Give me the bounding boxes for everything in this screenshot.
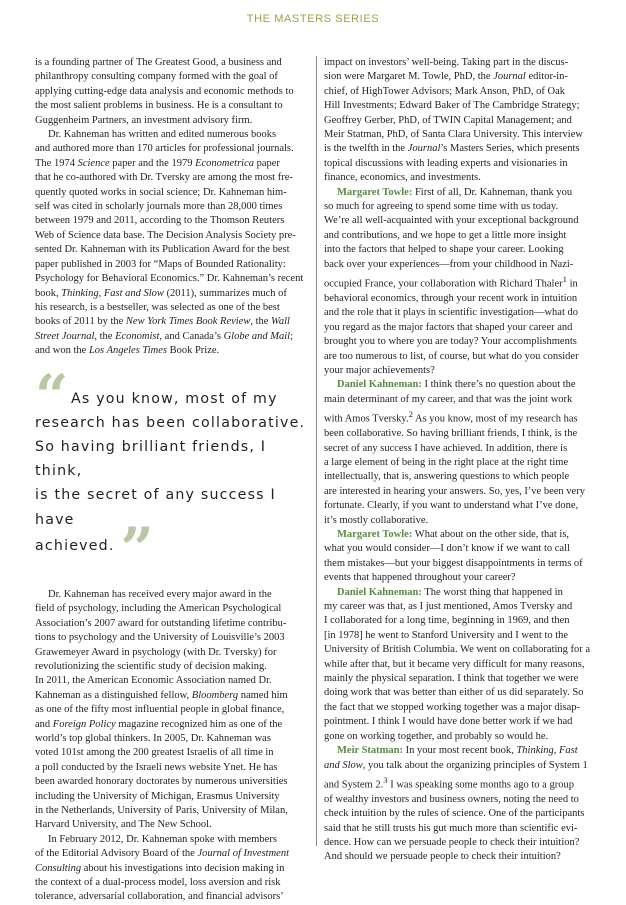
close-quote-icon: ”	[120, 514, 155, 583]
answer-kahneman-2: Daniel Kahneman: The worst thing that happened in my career was that, as I just mentioned, Amos Tversky and I collaborated for a long time, beginning in 1969, and then [in 1978] he went to Stanford University and I went to the University of British Columbia. We went on collaborating for a while after that, but it became very difficult for many reasons, mainly the physical separation. I think that together we were doing work that was better than either of us did separately. So the fact that we stopped working together was a major disap- pointment. I think I would have done better work if we had gone on working together, and probably so would he.	[324, 586, 591, 742]
intro-paragraph: is a founding partner of The Greatest Good, a business and philanthropy consulting company formed with the goal of applying cutting-edge data analysis and economic methods to the most salient problems in business. He is a consultant to Guggenheim Partners, an investment advisory firm.	[35, 57, 294, 126]
open-quote-icon: “	[35, 361, 70, 430]
column-divider	[316, 56, 317, 846]
speaker-label: Margaret Towle:	[337, 186, 413, 198]
left-column	[35, 56, 308, 905]
question-towle-1: Margaret Towle: First of all, Dr. Kahneman, thank you so much for agreeing to spend some time with us today. We’re all well-acquainted with your exceptional background and contributions, and we hope to get a little more insight into the factors that helped to shape your career. Looking back over your experiences—from your childhood in Nazi- occupied France, your collaboration with Richard Thaler$^1$ in behavioral economics, through your recent work in intuition and the role that it plays in scientific investigation—what do you regard as the major factors that shaped your career and brought you to where you are today? Your accomplishments are too numerous to list, of course, but what do you consider your major achievements?	[324, 186, 579, 377]
speaker-label: Margaret Towle:	[337, 529, 413, 540]
pull-quote: “ As you know, most of my research has been collaborative. So having brilliant friends, I think, is the secret of any success I have achieved. ”	[35, 361, 306, 583]
speaker-label: Daniel Kahneman:	[337, 379, 422, 391]
participants-paragraph: impact on investors’ well-being. Taking part in the discus- sion were Margaret M. Towle, PhD, the Journal editor-in- chief, of HighTower Advisors; Mark Anson, PhD, of Oak Hill Investments; Edward Baker of The Cambridge Strategy; Geoffrey Gerber, PhD, of TWIN Capital Management; and Meir Statman, PhD, of Santa Clara University. This interview is the twelfth in the Journal’s Masters Series, which presents topical discussions with leading experts and visionaries in finance, economics, and investments.	[324, 57, 583, 184]
speaker-label: Meir Statman:	[337, 745, 403, 757]
series-header: THE MASTERS SERIES	[246, 13, 380, 25]
question-statman: Meir Statman: In your most recent book, Thinking, Fast and Slow, you talk about the organizing principles of System 1 and System 2.$^3$ I was speaking some months ago to a group of wealthy investors and business owners, noting the need to check intuition by the rules of science. One of the participants said that he still trusts his gut much more than scientific evi- dence. How can we persuade people to check their intuition? And should we persuade people to check their intuition?	[324, 745, 588, 863]
answer-kahneman-1: Daniel Kahneman: I think there’s no question about the main determinant of my career, and that was the joint work with Amos Tversky.$^2$ As you know, most of my research has been collaborative. So having brilliant friends, I think, is the secret of any success I have achieved. In addition, there is a large element of being in the right place at the right time intellectually, that is, answering questions to which people are interested in hearing your answers. So, yes, I’ve been very fortunate. Clearly, if you want to understand what I’ve done, it’s mostly collaborative.	[324, 379, 585, 526]
speaker-label: Daniel Kahneman:	[337, 586, 422, 598]
right-column	[324, 56, 596, 865]
awards-paragraph: Dr. Kahneman has received every major award in the field of psychology, including the American Psychological Association’s 2007 award for outstanding lifetime contribu- tions to psychology and the University of Louisville’s 2003 Grawemeyer Award in psychology (with Dr. Tversky) for revolutionizing the scientific study of decision making. In 2011, the American Economic Association named Dr. Kahneman as a distinguished fellow, Bloomberg named him as one of the fifty most influential people in global finance, and Foreign Policy magazine recognized him as one of the world’s top global thinkers. In 2005, Dr. Kahneman was voted 101st among the 200 greatest Israelis of all time in a poll conducted by the Israeli news website Ynet. He has been awarded honorary doctorates by numerous universities including the University of Michigan, Erasmus University in the Netherlands, University of Paris, University of Milan, Harvard University, and The New School.	[35, 588, 288, 831]
publications-paragraph: Dr. Kahneman has written and edited numerous books and authored more than 170 articles for professional journals. The 1974 Science paper and the 1979 Econometrica paper that he co-authored with Dr. Tversky are among the most fre- quently quoted works in social science; Dr. Kahneman him- self was cited in scholarly journals more than 28,000 times between 1979 and 2011, according to the Thomson Reuters Web of Science data base. The Decision Analysis Society pre- sented Dr. Kahneman with its Publication Award for the best paper published in 2003 for “Maps of Bounded Rationality: Psychology for Behavioral Economics.” Dr. Kahneman’s recent book, Thinking, Fast and Slow (2011), summarizes much of his research, is a bestseller, was selected as one of the best books of 2011 by the New York Times Book Review, the Wall Street Journal, the Economist, and Canada’s Globe and Mail; and won the Los Angeles Times Book Prize.	[35, 129, 304, 357]
interview-intro-paragraph: In February 2012, Dr. Kahneman spoke with members of the Editorial Advisory Board of the Journal of Investment Consulting about his investigations into decision making in the context of a dual-process model, loss aversion and risk tolerance, adversarial collaboration, and financial advisors’	[35, 833, 289, 903]
question-towle-2: Margaret Towle: What about on the other side, that is, what you would consider—I don’t know if we want to call them mistakes—but your biggest disappointments in terms of events that happened throughout your career?	[324, 529, 583, 584]
